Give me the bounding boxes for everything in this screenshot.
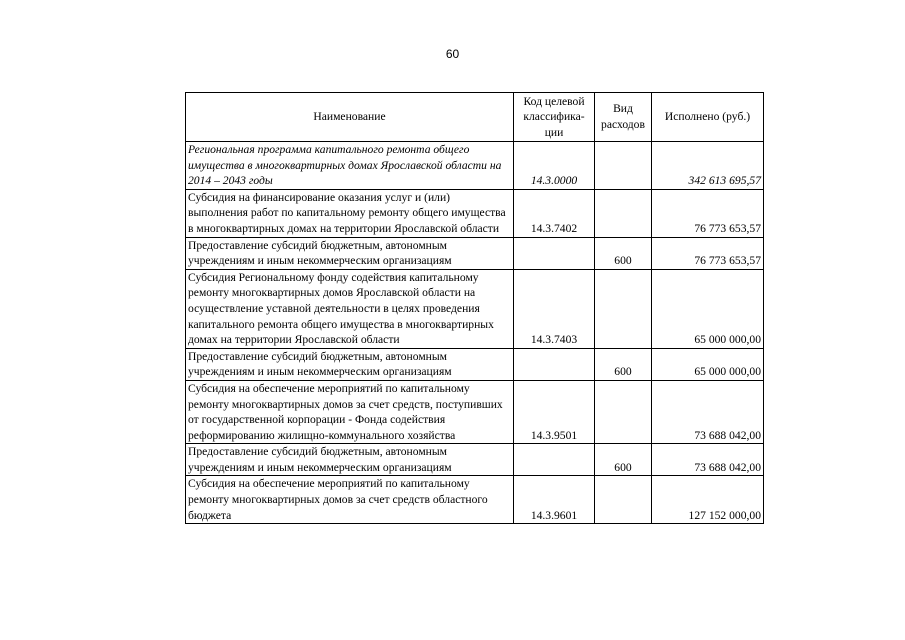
row-sum: 73 688 042,00 [652, 444, 764, 476]
page-number: 60 [445, 47, 460, 61]
table-row [186, 444, 764, 476]
row-code [514, 237, 595, 269]
row-type [595, 189, 652, 237]
row-sum: 65 000 000,00 [652, 348, 764, 380]
row-code [514, 348, 595, 380]
row-name: Предоставление субсидий бюджетным, автономным учреждениям и иным некоммерческим организациям [186, 237, 514, 269]
table-row [186, 189, 764, 237]
row-sum: 127 152 000,00 [652, 476, 764, 524]
row-type: 600 [595, 237, 652, 269]
table-row [186, 348, 764, 380]
row-name: Субсидия на финансирование оказания услуг и (или) выполнения работ по капитальному ремонту общего имущества в многоквартирных домах на территории Ярославской области [186, 189, 514, 237]
table-row [186, 380, 764, 443]
row-name: Субсидия на обеспечение мероприятий по капитальному ремонту многоквартирных домов за счет средств областного бюджета [186, 476, 514, 524]
row-sum: 73 688 042,00 [652, 380, 764, 443]
table-row [186, 476, 764, 524]
row-name: Региональная программа капитального ремонта общего имущества в многоквартирных домах Ярославской области на 2014 – 2043 годы [186, 142, 514, 190]
budget-table [185, 92, 764, 524]
row-sum: 76 773 653,57 [652, 189, 764, 237]
row-type [595, 142, 652, 190]
row-code: 14.3.7402 [514, 189, 595, 237]
row-sum: 65 000 000,00 [652, 269, 764, 348]
row-type [595, 476, 652, 524]
row-type: 600 [595, 348, 652, 380]
row-code: 14.3.9501 [514, 380, 595, 443]
table-row [186, 269, 764, 348]
row-name: Предоставление субсидий бюджетным, автономным учреждениям и иным некоммерческим организациям [186, 348, 514, 380]
row-code: 14.3.7403 [514, 269, 595, 348]
row-type [595, 380, 652, 443]
row-code [514, 444, 595, 476]
row-type: 600 [595, 444, 652, 476]
row-name: Субсидия Региональному фонду содействия капитальному ремонту многоквартирных домов Ярославской области на осуществление уставной деятельности в целях проведения капитального ремонта общего имущества в многоквартирных домах на территории Ярославской области [186, 269, 514, 348]
header-sum: Исполнено (руб.) [652, 93, 764, 142]
header-type: Вид расходов [595, 93, 652, 142]
row-code: 14.3.0000 [514, 142, 595, 190]
row-name: Субсидия на обеспечение мероприятий по капитальному ремонту многоквартирных домов за счет средств, поступивших от государственной корпорации - Фонда содействия реформированию жилищно-коммунального хозяйства [186, 380, 514, 443]
row-name: Предоставление субсидий бюджетным, автономным учреждениям и иным некоммерческим организациям [186, 444, 514, 476]
table-row-program [186, 142, 764, 190]
row-type [595, 269, 652, 348]
row-sum: 342 613 695,57 [652, 142, 764, 190]
table-header-row [186, 93, 764, 142]
table-row [186, 237, 764, 269]
row-sum: 76 773 653,57 [652, 237, 764, 269]
header-name: Наименование [186, 93, 514, 142]
row-code: 14.3.9601 [514, 476, 595, 524]
header-code: Код целевой классифика-ции [514, 93, 595, 142]
